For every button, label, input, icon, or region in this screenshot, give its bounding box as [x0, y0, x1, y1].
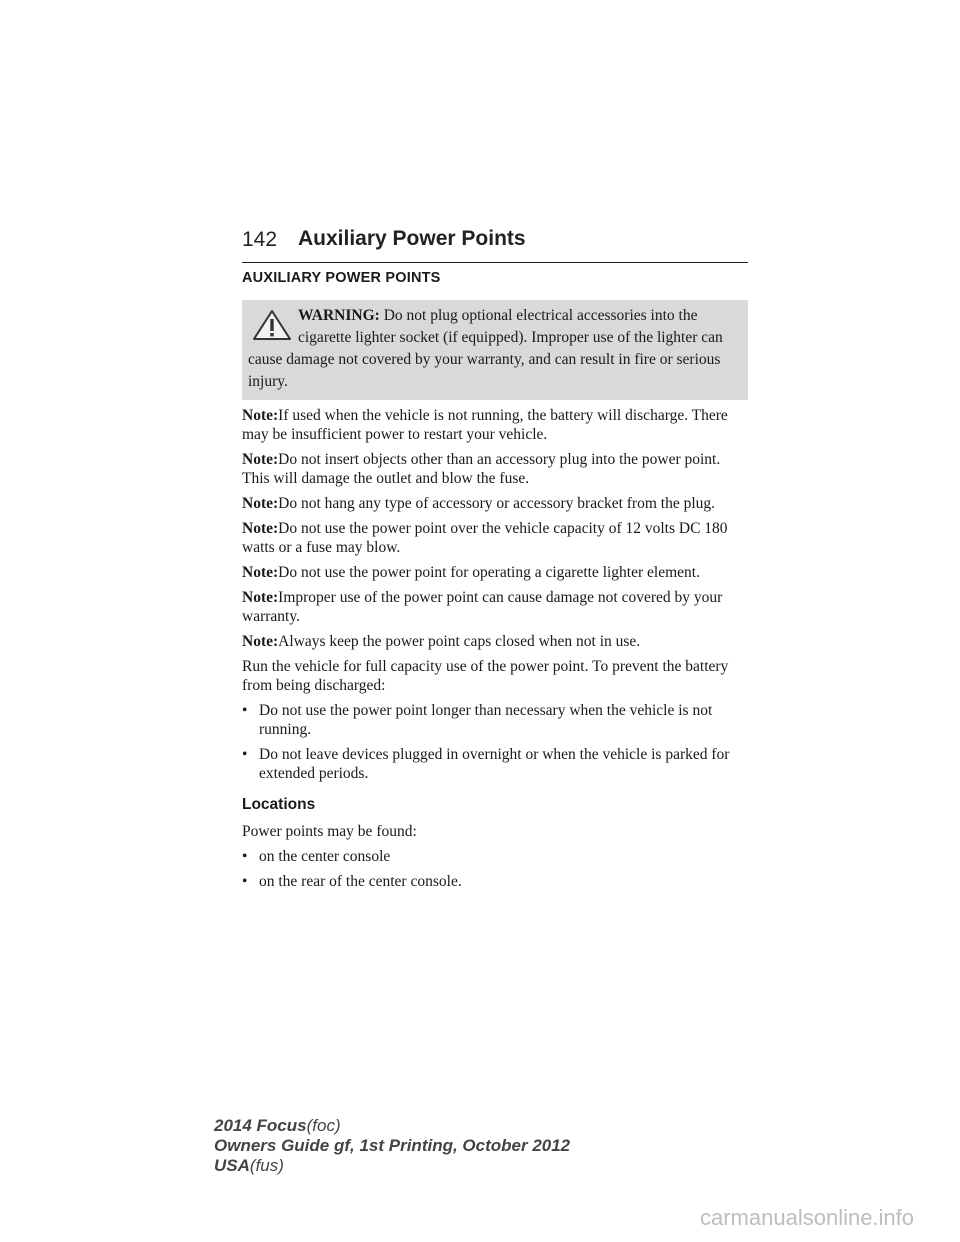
warning-box — [242, 300, 748, 400]
note-text: Do not use the power point for operating a cigarette lighter element. — [278, 564, 700, 581]
list-item-text: Do not use the power point longer than necessary when the vehicle is not running. — [259, 702, 713, 738]
note-label: Note: — [242, 407, 279, 424]
note-item — [242, 588, 748, 626]
watermark-text: carmanualsonline.info — [700, 1205, 915, 1230]
footer-line-2: Owners Guide gf, 1st Printing, October 2012 — [214, 1136, 571, 1155]
locations-heading: Locations — [242, 796, 316, 813]
note-label: Note: — [242, 451, 279, 468]
locations-bullet-list — [242, 847, 748, 891]
footer-model-code: (foc) — [306, 1116, 341, 1135]
note-item — [242, 519, 748, 557]
note-text: Always keep the power point caps closed when not in use. — [278, 633, 641, 650]
footer-model: 2014 Focus — [214, 1116, 307, 1135]
locations-intro: Power points may be found: — [242, 823, 417, 840]
footer-region: USA — [214, 1156, 250, 1175]
bullet-icon: • — [242, 746, 248, 763]
note-text: Do not insert objects other than an accessory plug into the power point. This will damage the outlet and blow the fuse. — [242, 451, 721, 487]
page-header — [242, 226, 748, 263]
note-item — [242, 406, 748, 444]
page-number: 142 — [242, 228, 278, 251]
list-item-text: on the rear of the center console. — [259, 873, 462, 890]
note-text: If used when the vehicle is not running, the battery will discharge. There may be insufficient power to restart your vehicle. — [242, 407, 728, 443]
list-item — [242, 745, 748, 783]
main-heading: AUXILIARY POWER POINTS — [242, 270, 441, 286]
bullet-icon: • — [242, 702, 248, 719]
warning-label: WARNING: — [298, 307, 380, 324]
footer-region-code: (fus) — [249, 1156, 284, 1175]
footer-line-3 — [214, 1156, 570, 1176]
bullet-icon: • — [242, 873, 248, 890]
list-item — [242, 701, 748, 739]
run-bullet-list — [242, 701, 748, 783]
document-footer — [214, 1116, 570, 1176]
list-item — [242, 847, 748, 866]
warning-triangle-icon — [252, 309, 292, 341]
note-label: Note: — [242, 564, 279, 581]
note-item — [242, 563, 748, 582]
warning-text: Do not plug optional electrical accessories into the cigarette lighter socket (if equipped). Improper use of the lighter can cause damage not covered by your warranty, and can result in fire or serious injury. — [248, 307, 723, 390]
run-paragraph: Run the vehicle for full capacity use of the power point. To prevent the battery from being discharged: — [242, 658, 729, 694]
bullet-icon: • — [242, 848, 248, 865]
note-text: Do not hang any type of accessory or accessory bracket from the plug. — [278, 495, 716, 512]
list-item — [242, 872, 748, 891]
note-item — [242, 632, 748, 651]
page-content — [242, 269, 748, 897]
note-item — [242, 450, 748, 488]
note-label: Note: — [242, 633, 279, 650]
list-item-text: Do not leave devices plugged in overnight or when the vehicle is parked for extended periods. — [259, 746, 730, 782]
note-label: Note: — [242, 495, 279, 512]
note-text: Improper use of the power point can cause damage not covered by your warranty. — [242, 589, 723, 625]
section-title: Auxiliary Power Points — [298, 227, 526, 250]
list-item-text: on the center console — [259, 848, 391, 865]
note-item — [242, 494, 748, 513]
note-label: Note: — [242, 589, 279, 606]
note-label: Note: — [242, 520, 279, 537]
footer-line-1 — [214, 1116, 570, 1136]
note-text: Do not use the power point over the vehicle capacity of 12 volts DC 180 watts or a fuse may blow. — [242, 520, 728, 556]
